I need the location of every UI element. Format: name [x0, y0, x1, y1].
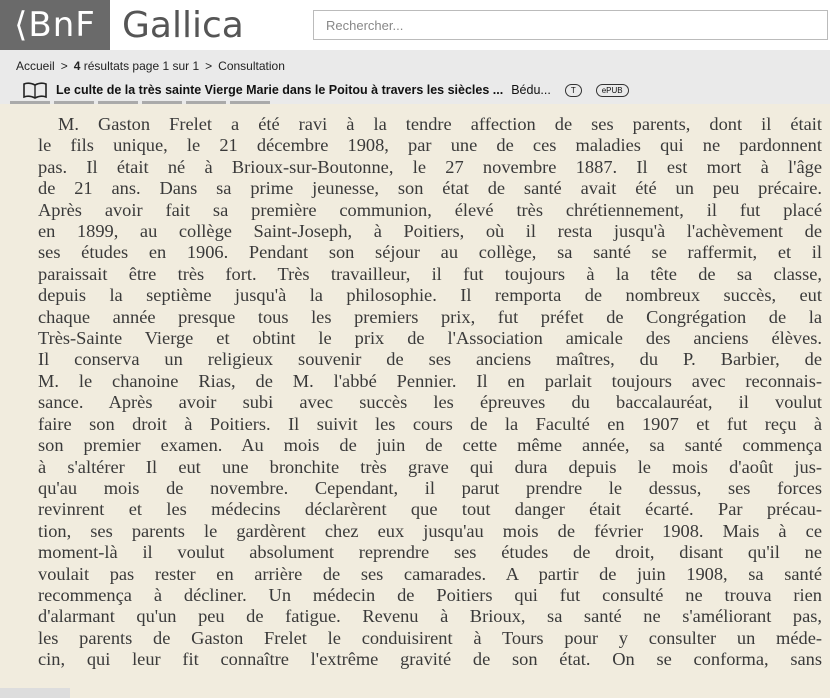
- page-text-line: Il conserva un religieux souvenir de ses anciens maîtres, du P. Barbier, de: [38, 349, 822, 370]
- page-text-line: M. Gaston Frelet a été ravi à la tendre affection de ses parents, dont il était: [58, 114, 822, 134]
- search-input[interactable]: [313, 10, 828, 40]
- page-text-line: qu'au mois de novembre. Cependant, il parut prendre le dessus, ses forces: [38, 477, 822, 498]
- page-text-line: paraissait être très fort. Très travailleur, il fut toujours à la tête de sa classe,: [38, 263, 822, 284]
- top-bar: [0, 0, 830, 50]
- page-text-line: cin, qui leur fit connaître l'extrême gravité de son état. On se conforma, sans: [38, 649, 822, 670]
- page-text-line: à s'altérer Il eut une bronchite très grave qui dura depuis le mois d'août jus-: [38, 456, 822, 477]
- page-text-line: depuis la septième jusqu'à la philosophie. Il remporta de nombreux succès, eut: [38, 285, 822, 306]
- page-text-line: Très-Sainte Vierge et obtint le prix de l'Association amicale des anciens élèves.: [38, 328, 822, 349]
- epub-icon[interactable]: ePUB: [596, 84, 629, 97]
- page-text-line: moment-là il voulut absolument reprendre ses études de droit, disant qu'il ne: [38, 542, 822, 563]
- page-text-line: revinrent et les médecins déclarèrent que tout danger était écarté. Par précau-: [38, 499, 822, 520]
- page-text-line: le fils unique, le 21 décembre 1908, par une de ces maladies qui ne pardonnent: [38, 135, 822, 156]
- page-text-line: les parents de Gaston Frelet le conduisirent à Tours pour y consulter un méde-: [38, 627, 822, 648]
- document-author: Bédu...: [511, 83, 551, 97]
- breadcrumb-results-link[interactable]: [74, 59, 199, 73]
- page-text-line: ses études en 1906. Pendant son séjour au collège, sa santé se raffermit, et il: [38, 242, 822, 263]
- page-text-line: son premier examen. Au mois de juin de cette même année, sa santé commença: [38, 435, 822, 456]
- page-text-line: faire son droit à Poitiers. Il suivit les cours de la Faculté en 1907 et fut reçu à: [38, 413, 822, 434]
- breadcrumb-separator: >: [60, 59, 68, 73]
- document-title[interactable]: Le culte de la très sainte Vierge Marie dans le Poitou à travers les siècles ...: [56, 83, 504, 97]
- page-text-line: sance. Après avoir subi avec succès les épreuves du baccalauréat, il voulut: [38, 392, 822, 413]
- viewer-corner: [0, 688, 70, 698]
- scanned-page-text: [38, 114, 822, 671]
- page-text-line: de 21 ans. Dans sa prime jeunesse, son état de santé avait été un peu précaire.: [38, 178, 822, 199]
- gallica-logo[interactable]: Gallica: [122, 4, 244, 46]
- results-text: résultats page 1 sur 1: [83, 59, 200, 73]
- page-text-line: voulait pas rester en arrière de ses camarades. A partir de juin 1908, sa santé: [38, 563, 822, 584]
- page-text-line: M. le chanoine Rias, de M. l'abbé Pennier. Il en parlait toujours avec reconnais-: [38, 370, 822, 391]
- scanned-page-viewer[interactable]: [0, 104, 830, 698]
- page-text-line: tion, ses parents le gardèrent chez eux jusqu'au mois de février 1908. Mais à ce: [38, 520, 822, 541]
- page-text-line: Après avoir fait sa première communion, élevé très chrétiennement, il fut placé: [38, 199, 822, 220]
- breadcrumb: [16, 59, 285, 73]
- page-text-line: d'alarmant qu'un peu de fatigue. Revenu à Brioux, sa santé ne s'améliorant pas,: [38, 606, 822, 627]
- breadcrumb-home-link[interactable]: Accueil: [16, 59, 55, 73]
- breadcrumb-current: Consultation: [218, 59, 285, 73]
- document-title-bar: [22, 80, 629, 100]
- page-text-line: chaque année presque tous les premiers prix, fut préfet de Congrégation de la: [38, 306, 822, 327]
- page-text-line: recommença à décliner. Un médecin de Poitiers qui fut consulté ne trouva rien: [38, 584, 822, 605]
- bnf-logo[interactable]: ⟨BnF: [0, 0, 110, 50]
- breadcrumb-separator: >: [205, 59, 213, 73]
- page-text-line: en 1899, au collège Saint-Joseph, à Poitiers, où il resta jusqu'à l'achèvement de: [38, 221, 822, 242]
- page-text-line: pas. Il était né à Brioux-sur-Boutonne, le 27 novembre 1887. Il est mort à l'âge: [38, 156, 822, 177]
- results-count: 4: [73, 59, 81, 73]
- open-book-icon: [22, 80, 48, 100]
- text-mode-icon[interactable]: T: [565, 84, 582, 97]
